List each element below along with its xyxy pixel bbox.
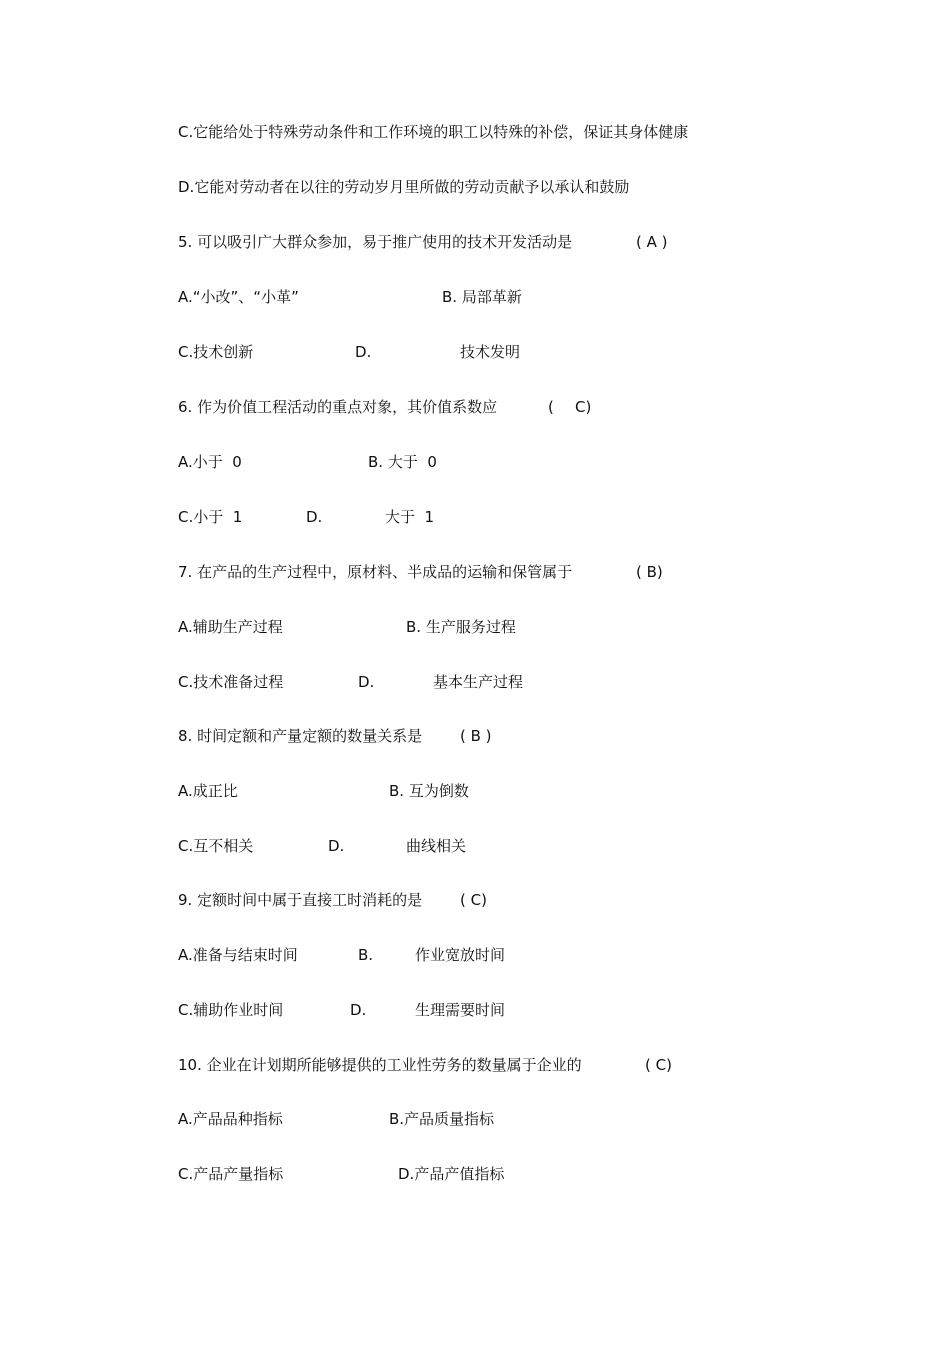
option-line-q10-cd xyxy=(0,1162,950,1186)
option-line-q8-cd xyxy=(0,834,950,858)
question-text: 7. 在产品的生产过程中，原材料、半成品的运输和保管属于 xyxy=(178,563,573,581)
option-line-q6-ab xyxy=(0,450,950,474)
option-a-text: A.产品品种指标 xyxy=(178,1110,283,1128)
option-line-q4-d xyxy=(0,175,950,199)
option-line-q5-ab xyxy=(0,285,950,309)
question-line-8 xyxy=(0,724,950,748)
option-b-text: B. 大于 0 xyxy=(368,453,437,471)
answer-text: C) xyxy=(575,398,592,416)
question-line-9 xyxy=(0,888,950,912)
option-d-label: D. xyxy=(358,673,375,691)
answer-text: ( A ) xyxy=(636,233,668,251)
option-d-label: D. xyxy=(328,837,345,855)
option-b-text: B. 互为倒数 xyxy=(389,782,469,800)
option-c-text: C.技术创新 xyxy=(178,343,254,361)
option-d-text: 大于 1 xyxy=(385,508,435,526)
option-text: D.它能对劳动者在以往的劳动岁月里所做的劳动贡献予以承认和鼓励 xyxy=(178,178,630,196)
option-a-text: A.准备与结束时间 xyxy=(178,946,298,964)
answer-text: ( C) xyxy=(460,891,487,909)
option-d-label: D. xyxy=(350,1001,367,1019)
option-a-text: A.小于 0 xyxy=(178,453,242,471)
question-line-5 xyxy=(0,230,950,254)
option-c-text: C.互不相关 xyxy=(178,837,254,855)
answer-text: ( C) xyxy=(645,1056,672,1074)
option-line-q4-c xyxy=(0,120,950,144)
question-text: 10. 企业在计划期所能够提供的工业性劳务的数量属于企业的 xyxy=(178,1056,582,1074)
option-line-q7-cd xyxy=(0,670,950,694)
option-a-text: A.辅助生产过程 xyxy=(178,618,283,636)
option-c-text: C.产品产量指标 xyxy=(178,1165,284,1183)
option-line-q8-ab xyxy=(0,779,950,803)
option-line-q6-cd xyxy=(0,505,950,529)
option-d-label: D. xyxy=(355,343,372,361)
option-b-text: B. 局部革新 xyxy=(442,288,522,306)
option-b-text: B.产品质量指标 xyxy=(389,1110,495,1128)
option-d-label: D. xyxy=(306,508,323,526)
question-line-10 xyxy=(0,1053,950,1077)
option-d-text: 基本生产过程 xyxy=(433,673,524,691)
option-text: C.它能给处于特殊劳动条件和工作环境的职工以特殊的补偿，保证其身体健康 xyxy=(178,123,689,141)
option-c-text: C.小于 1 xyxy=(178,508,243,526)
option-line-q5-cd xyxy=(0,340,950,364)
question-line-6 xyxy=(0,395,950,419)
question-text: 9. 定额时间中属于直接工时消耗的是 xyxy=(178,891,423,909)
option-c-text: C.技术准备过程 xyxy=(178,673,284,691)
option-line-q9-ab xyxy=(0,943,950,967)
option-b-label: B. xyxy=(358,946,374,964)
option-d-text: D.产品产值指标 xyxy=(398,1165,505,1183)
question-line-7 xyxy=(0,560,950,584)
option-line-q9-cd xyxy=(0,998,950,1022)
option-b-text: B. 生产服务过程 xyxy=(406,618,516,636)
option-a-text: A.“小改”、“小革” xyxy=(178,288,299,306)
option-d-text: 曲线相关 xyxy=(406,837,467,855)
question-text: 8. 时间定额和产量定额的数量关系是 xyxy=(178,727,423,745)
option-c-text: C.辅助作业时间 xyxy=(178,1001,284,1019)
answer-text: ( B) xyxy=(636,563,663,581)
answer-text: ( B ) xyxy=(460,727,492,745)
option-a-text: A.成正比 xyxy=(178,782,238,800)
answer-open-paren: ( xyxy=(548,398,554,416)
option-b-text: 作业宽放时间 xyxy=(415,946,506,964)
option-d-text: 技术发明 xyxy=(460,343,521,361)
option-line-q7-ab xyxy=(0,615,950,639)
option-d-text: 生理需要时间 xyxy=(415,1001,506,1019)
question-text: 5. 可以吸引广大群众参加，易于推广使用的技术开发活动是 xyxy=(178,233,573,251)
option-line-q10-ab xyxy=(0,1107,950,1131)
question-text: 6. 作为价值工程活动的重点对象，其价值系数应 xyxy=(178,398,498,416)
